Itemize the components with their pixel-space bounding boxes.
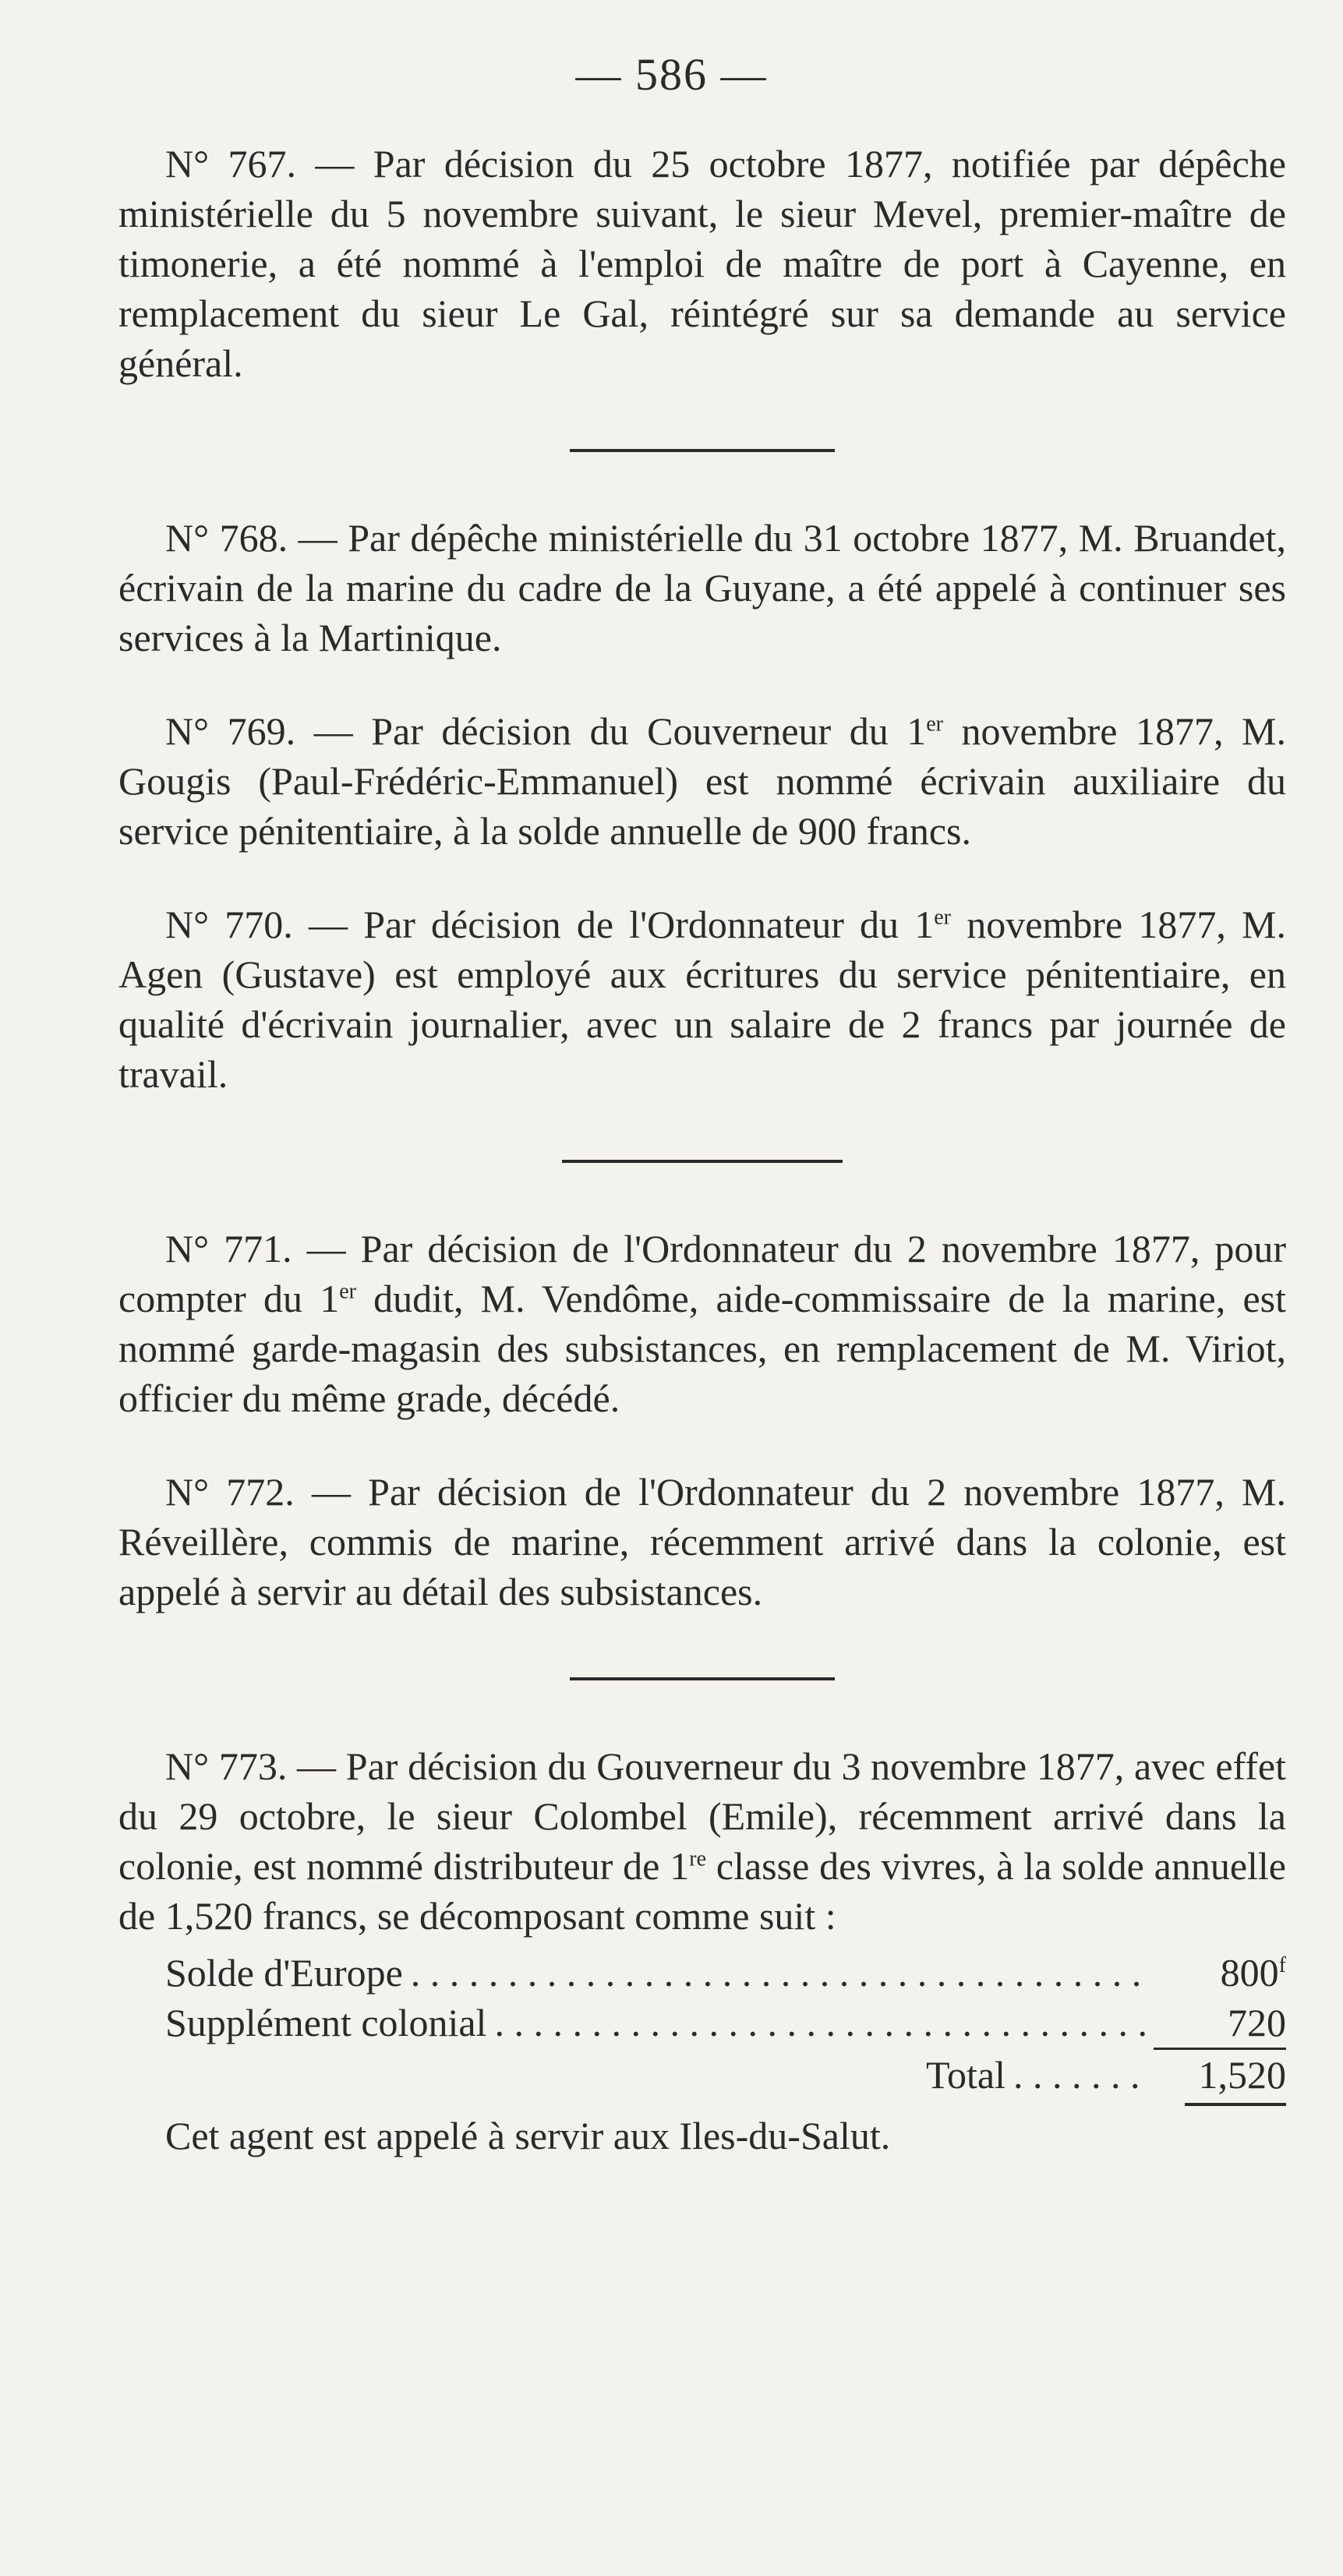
entry-773 <box>118 1741 1286 1941</box>
entry-text: — Par décision du Couverneur du 1 <box>295 709 927 753</box>
salary-breakdown <box>118 1941 1286 2106</box>
entry-number: N° 767. <box>165 142 296 186</box>
entry-767 <box>118 139 1286 388</box>
entry-number: N° 770. <box>165 903 293 946</box>
entry-text-cont: classe des vivres, à la solde annuelle de 1,520 francs, se décomposant comme suit : <box>118 1844 1287 1938</box>
entry-768 <box>118 513 1286 663</box>
entry-text: — Par décision de l'Ordonnateur du 2 novembre 1877, pour compter du 1 <box>118 1227 1286 1320</box>
entry-770 <box>118 899 1286 1099</box>
ordinal-suffix: er <box>926 712 944 737</box>
ledger-label: Supplément colonial <box>165 2000 487 2044</box>
entry-number: N° 768. <box>165 516 288 560</box>
page-number: — 586 — <box>575 49 768 100</box>
ordinal-suffix: re <box>689 1846 707 1871</box>
closing-line: Cet agent est appelé à servir aux Iles-du-Salut. <box>165 2113 891 2157</box>
ledger-amount: 800$^f$ <box>1220 1950 1286 1995</box>
entry-text-cont: dudit, M. Vendôme, aide-commissaire de la marine, est nommé garde-magasin des subsistances, en remplacement de M. Viriot, officier du même grade, décédé. <box>118 1277 1286 1420</box>
ordinal-suffix: er <box>339 1279 356 1304</box>
ledger-label: Solde d'Europe <box>165 1950 403 1995</box>
entry-text: — Par décision du Gouverneur du 3 novembre 1877, avec effet du 29 octobre, le sieur Colombel (Emile), récemment arrivé dans la colonie, est nommé distributeur de 1 <box>118 1744 1286 1888</box>
total-underline <box>1185 2103 1286 2106</box>
entry-number: N° 771. <box>165 1227 292 1270</box>
entry-772 <box>118 1467 1286 1617</box>
ledger-total-row <box>118 2048 1286 2100</box>
entry-text: — Par décision de l'Ordonnateur du 2 novembre 1877, M. Réveillère, commis de marine, récemment arrivé dans la colonie, est appelé à servir au détail des subsistances. <box>118 1470 1286 1613</box>
entry-text-cont: novembre 1877, M. Gougis (Paul-Frédéric-Emmanuel) est nommé écrivain auxiliaire du service pénitentiaire, à la solde annuelle de 900 francs. <box>118 709 1287 853</box>
leader-dots <box>1013 2050 1146 2100</box>
ledger-row <box>118 1941 1286 1998</box>
leader-dots <box>494 1998 1146 2048</box>
ledger-row <box>118 1998 1286 2048</box>
entry-text: — Par décision du 25 octobre 1877, notifiée par dépêche ministérielle du 5 novembre suivant, le sieur Mevel, premier-maître de timonerie, a été nommé à l'emploi de maître de port à Cayenne, en remplacement du sieur Le Gal, réintégré sur sa demande au service général. <box>118 142 1286 385</box>
entry-769 <box>118 706 1286 856</box>
leader-dots <box>411 1948 1146 1998</box>
page-body <box>118 139 1286 2161</box>
ordinal-suffix: er <box>934 905 952 930</box>
entry-text-cont: novembre 1877, M. Agen (Gustave) est employé aux écritures du service pénitentiaire, en qualité d'écrivain journalier, avec un salaire de 2 francs par journée de travail. <box>118 903 1286 1096</box>
entry-771 <box>118 1224 1286 1423</box>
entry-number: N° 769. <box>165 709 296 753</box>
entry-text: — Par décision de l'Ordonnateur du 1 <box>292 903 935 946</box>
ledger-total-label: Total <box>925 2052 1005 2097</box>
entry-number: N° 773. <box>165 1744 288 1788</box>
entry-number: N° 772. <box>165 1470 295 1514</box>
ledger-amount: 720 <box>1228 2000 1286 2044</box>
ledger-total-amount: 1,520 <box>1154 2048 1286 2100</box>
entry-text: — Par dépêche ministérielle du 31 octobre 1877, M. Bruandet, écrivain de la marine du cadre de la Guyane, a été appelé à continuer ses services à la Martinique. <box>118 516 1286 659</box>
